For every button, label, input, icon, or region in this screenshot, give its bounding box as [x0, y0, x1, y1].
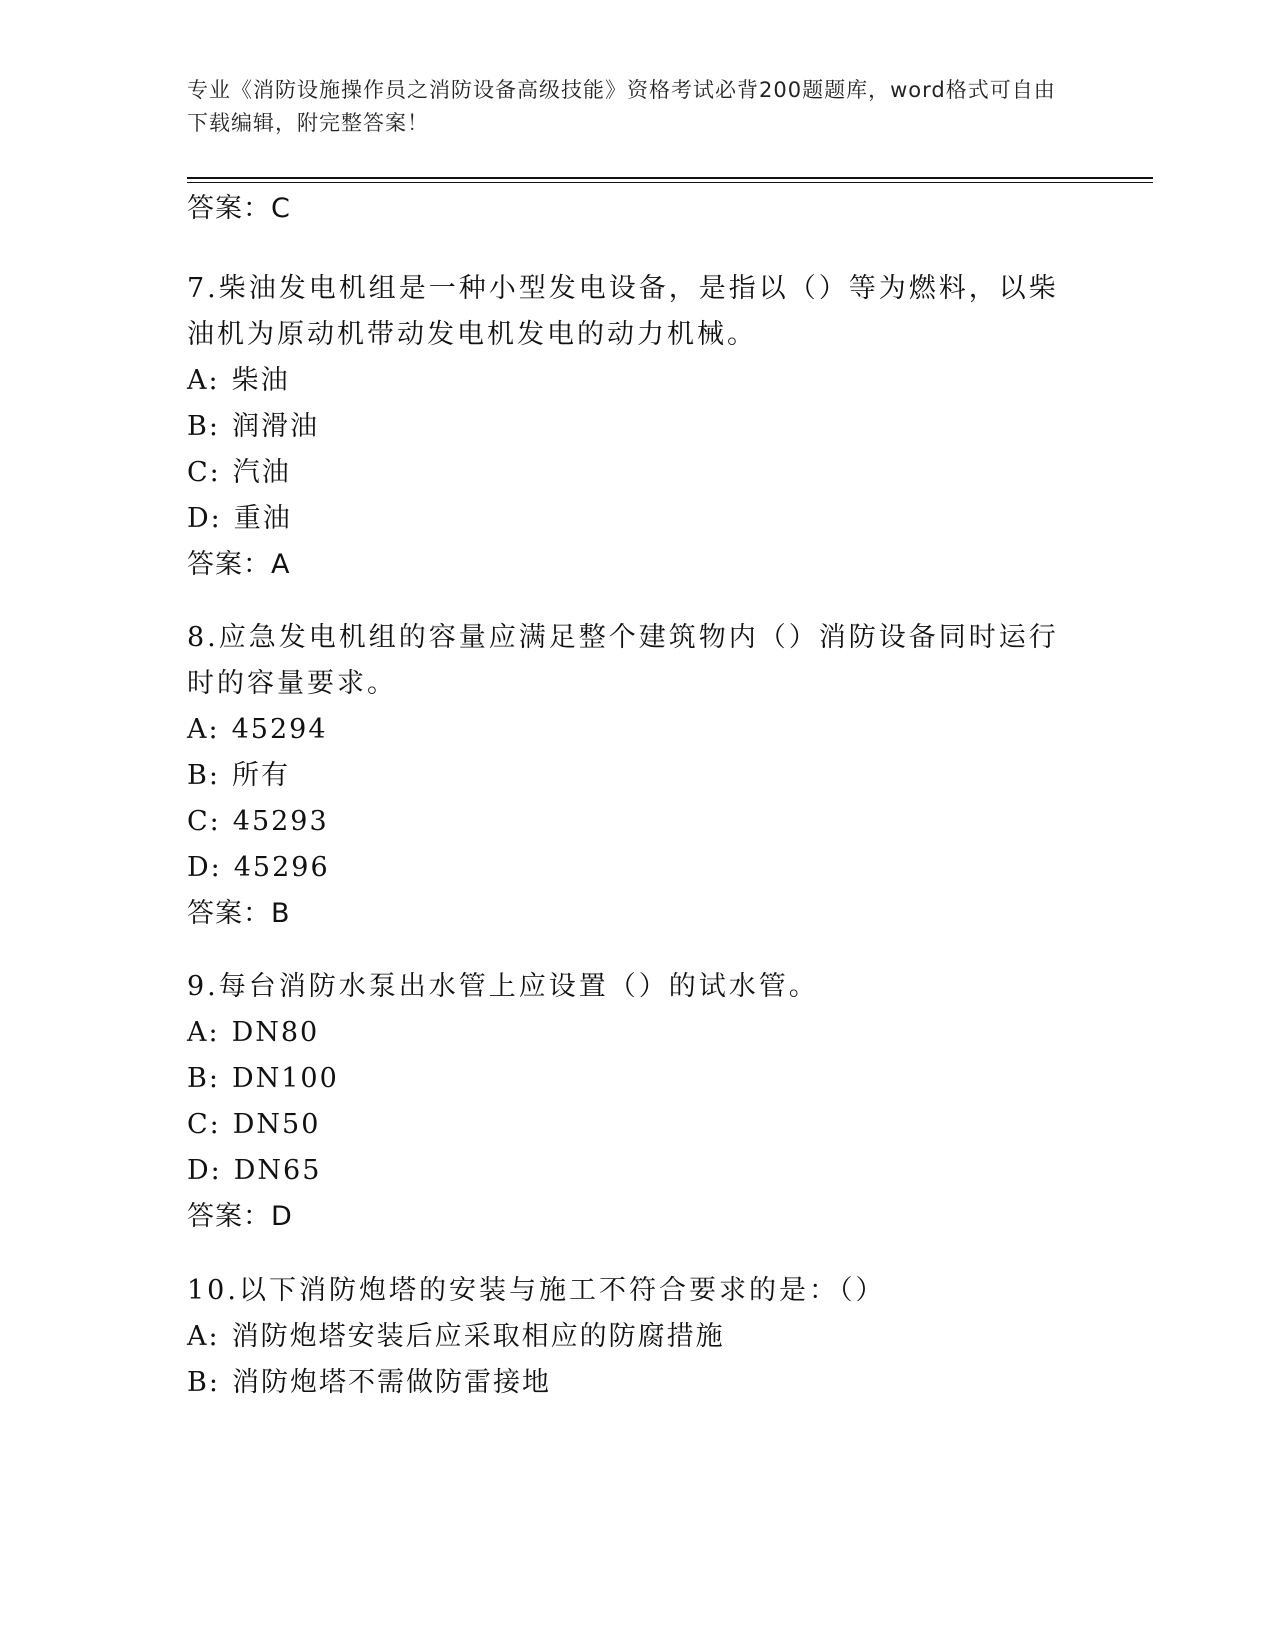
header-divider-thin — [187, 182, 1153, 183]
question-text: 8.应急发电机组的容量应满足整个建筑物内（）消防设备同时运行时的容量要求。 — [187, 622, 1059, 699]
option-b: B: 润滑油 — [187, 411, 319, 442]
option-c: C: 45293 — [187, 806, 329, 837]
option-d: D: DN65 — [187, 1155, 322, 1186]
answer: 答案：A — [187, 549, 291, 580]
option-a: A: DN80 — [187, 1017, 320, 1048]
option-d: D: 重油 — [187, 503, 292, 534]
document-header: 专业《消防设施操作员之消防设备高级技能》资格考试必背200题题库，word格式可自由下载编辑，附完整答案！ — [187, 78, 1056, 135]
question-text: 10.以下消防炮塔的安装与施工不符合要求的是：（） — [187, 1275, 886, 1306]
option-c: C: 汽油 — [187, 457, 291, 488]
option-a: A: 柴油 — [187, 365, 290, 396]
option-a: A: 消防炮塔安装后应采取相应的防腐措施 — [187, 1321, 725, 1352]
option-d: D: 45296 — [187, 852, 330, 883]
option-b: B: 所有 — [187, 760, 290, 791]
question-10 — [187, 1268, 1087, 1406]
question-8 — [187, 615, 1087, 937]
question-7 — [187, 266, 1087, 588]
answer-previous: 答案：C — [187, 193, 291, 224]
header-divider-thick — [187, 177, 1153, 179]
option-b: B: 消防炮塔不需做防雷接地 — [187, 1367, 551, 1398]
question-text: 7.柴油发电机组是一种小型发电设备，是指以（）等为燃料，以柴油机为原动机带动发电机发电的动力机械。 — [187, 273, 1059, 350]
question-text: 9.每台消防水泵出水管上应设置（）的试水管。 — [187, 971, 819, 1002]
option-a: A: 45294 — [187, 714, 328, 745]
answer: 答案：B — [187, 898, 291, 929]
option-c: C: DN50 — [187, 1109, 321, 1140]
answer: 答案：D — [187, 1201, 293, 1232]
option-b: B: DN100 — [187, 1063, 339, 1094]
question-9 — [187, 964, 1087, 1240]
